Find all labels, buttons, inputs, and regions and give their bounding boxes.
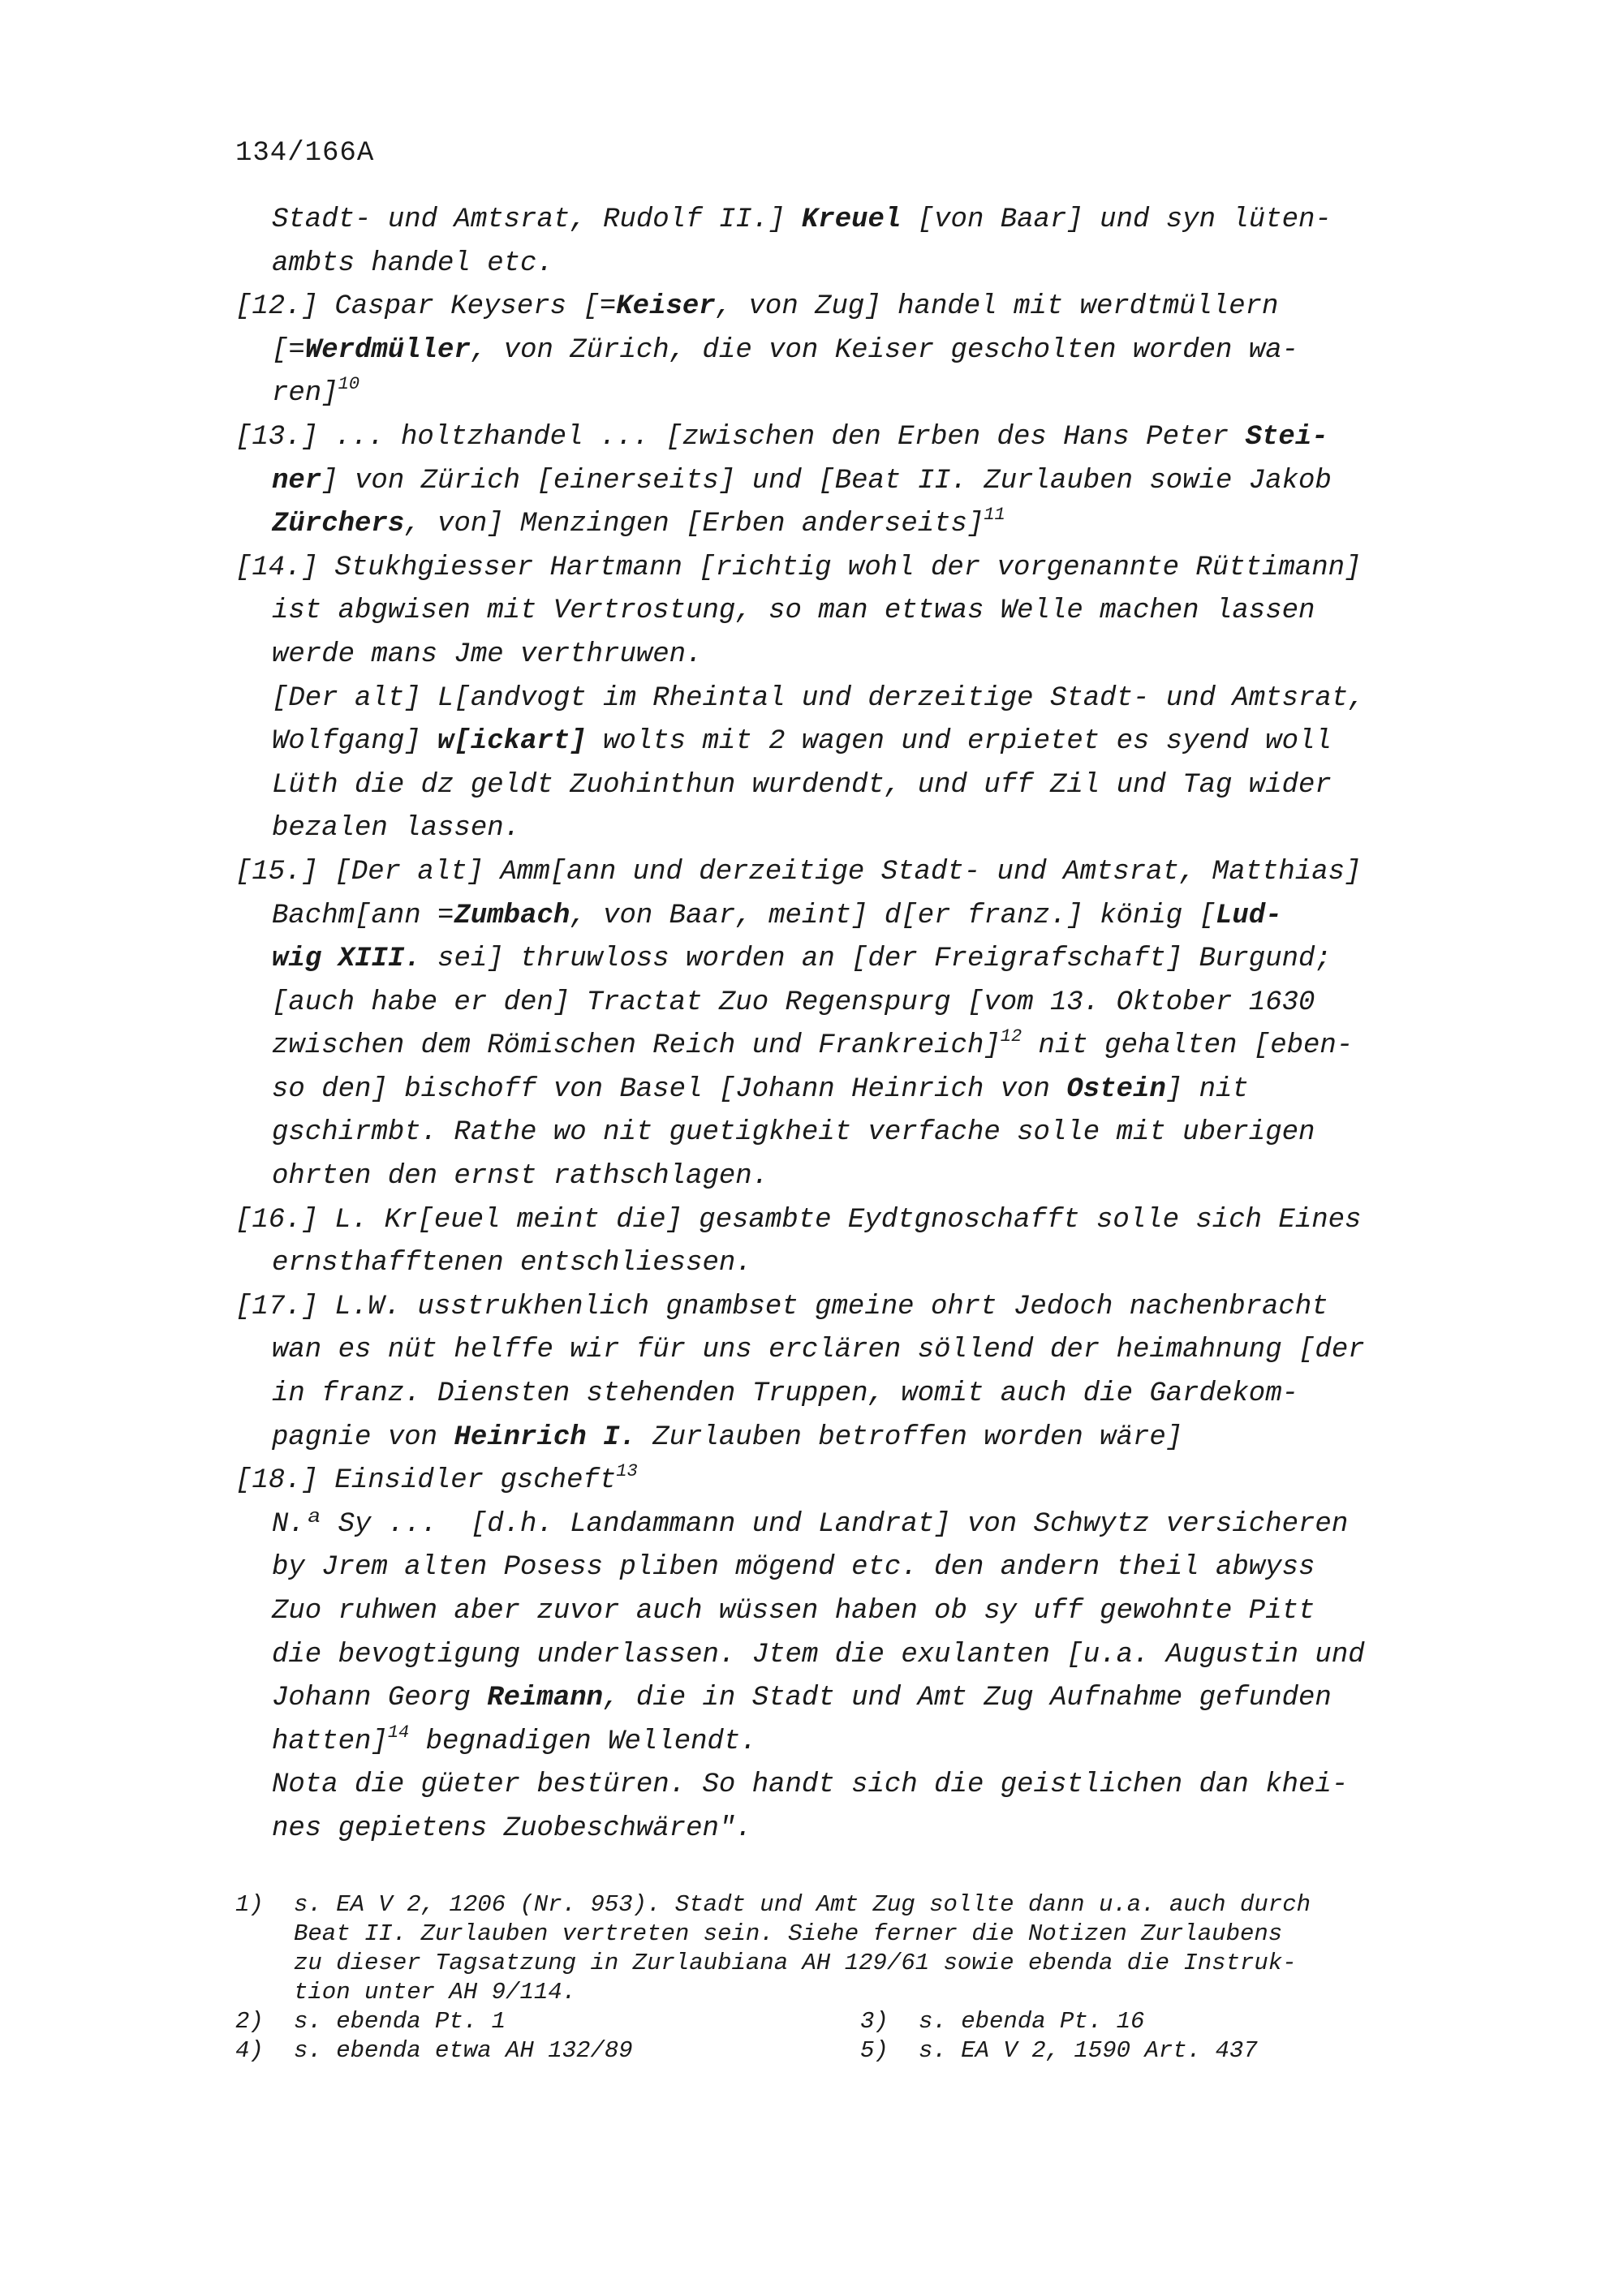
text-segment: pagnie von [272, 1421, 454, 1453]
text-segment: [12.] Caspar Keysers [= [235, 291, 617, 323]
bold-name: Zürchers [272, 509, 405, 540]
text-line [235, 1199, 1493, 1243]
text-line [235, 1025, 1493, 1068]
text-segment: [13.] ... holtzhandel ... [zwischen den Erben des Hans Peter [235, 421, 1246, 453]
text-line [235, 1808, 1493, 1851]
footnotes [235, 1890, 1501, 2066]
footnote-text: s. ebenda Pt. 1 [294, 2008, 506, 2035]
text-segment: [14.] Stukhgiesser Hartmann [richtig wohl der vorgenannte Rüttimann] [235, 552, 1362, 583]
text-segment: by Jrem alten Posess pliben mögend etc. den andern theil abwyss [272, 1552, 1315, 1584]
text-segment: Johann Georg [272, 1683, 488, 1714]
text-line [235, 1546, 1493, 1590]
text-line [235, 720, 1493, 764]
text-segment: ] nit [1165, 1073, 1249, 1105]
footnote-line: zu dieser Tagsatzung in Zurlaubiana AH 129/61 sowie ebenda die Instruk- [294, 1950, 1297, 1976]
footnote-ref: 14 [387, 1722, 410, 1743]
footnote-number: 4) [235, 2037, 264, 2064]
footnote-text: s. ebenda Pt. 16 [919, 2008, 1145, 2035]
text-line [235, 1329, 1493, 1373]
text-segment: ernsthafftenen entschliessen. [272, 1248, 752, 1279]
text-line [235, 199, 1493, 243]
bold-name: wig XIII. [272, 944, 421, 975]
text-line [235, 547, 1493, 591]
footnote-row [235, 2036, 1501, 2066]
text-line [235, 1155, 1493, 1199]
text-segment: , die in Stadt und Amt Zug Aufnahme gefunden [603, 1683, 1332, 1714]
text-segment: Zuo ruhwen aber zuvor auch wüssen haben ob sy uff gewohnte Pitt [272, 1596, 1315, 1627]
text-segment: die bevogtigung underlassen. Jtem die exulanten [u.a. Augustin und [272, 1639, 1365, 1670]
page-number: 134/166A [235, 138, 375, 169]
text-segment: [von Baar] und syn lüten- [901, 204, 1332, 235]
footnote-number: 1) [235, 1891, 264, 1918]
text-line [235, 243, 1493, 286]
bold-name: Heinrich I. [454, 1421, 636, 1453]
text-segment: ] von Zürich [einerseits] und [Beat II. Zurlauben sowie Jakob [321, 465, 1332, 497]
bold-name: Keiser [616, 291, 716, 323]
text-segment: , von Baar, meint] d[er franz.] könig [ [570, 900, 1216, 931]
text-line [235, 329, 1493, 373]
text-segment: Bachm[ann = [272, 900, 454, 931]
text-segment: ren] [272, 378, 338, 410]
text-line [235, 460, 1493, 504]
text-line [235, 1068, 1493, 1112]
footnote-ref: 10 [338, 374, 360, 395]
footnote-text [294, 1890, 1501, 2007]
text-line [235, 590, 1493, 634]
text-segment: sei] thruwloss worden an [der Freigrafschaft] Burgund; [420, 944, 1332, 975]
footnote-3 [860, 2007, 1485, 2036]
text-line [235, 634, 1493, 677]
text-line [235, 1677, 1493, 1721]
text-segment: , von Zug] handel mit werdtmüllern [715, 291, 1279, 323]
footnote-text: s. EA V 2, 1590 Art. 437 [919, 2037, 1258, 2064]
footnote-number: 2) [235, 2008, 264, 2035]
text-segment: [15.] [Der alt] Amm[ann und derzeitige Stadt- und Amtsrat, Matthias] [235, 856, 1362, 888]
bold-name: Stei- [1245, 421, 1328, 453]
text-segment: nit gehalten [eben- [1022, 1030, 1354, 1062]
text-segment: gschirmbt. Rathe wo nit guetigkheit verfache solle mit uberigen [272, 1117, 1315, 1149]
text-segment: so den] bischoff von Basel [Johann Heinrich von [272, 1073, 1067, 1105]
text-segment: werde mans Jme verthruwen. [272, 638, 703, 670]
footnote-4 [235, 2036, 860, 2066]
bold-name: w[ickart] [437, 726, 587, 758]
text-line [235, 1503, 1493, 1547]
text-line [235, 851, 1493, 895]
text-segment: hatten] [272, 1726, 388, 1757]
bold-name: Werdmüller [304, 334, 471, 366]
text-line [235, 1764, 1493, 1808]
bold-name: Reimann [487, 1683, 604, 1714]
text-segment: Lüth die dz geldt Zuohinthun wurdendt, und uff Zil und Tag wider [272, 769, 1332, 801]
text-segment: bezalen lassen. [272, 813, 521, 845]
text-line [235, 1634, 1493, 1678]
text-segment: wan es nüt helffe wir für uns erclären söllend der heimahnung [der [272, 1335, 1365, 1366]
text-segment: wolts mit 2 wagen und erpietet es syend woll [586, 726, 1332, 758]
footnote-5 [860, 2036, 1485, 2066]
text-line [235, 764, 1493, 808]
bold-name: Zumbach [454, 900, 570, 931]
text-line [235, 982, 1493, 1025]
footnote-text: s. ebenda etwa AH 132/89 [294, 2037, 633, 2064]
text-line [235, 416, 1493, 460]
text-line [235, 1460, 1493, 1503]
text-segment: [Der alt] L[andvogt im Rheintal und derzeitige Stadt- und Amtsrat, [272, 682, 1365, 714]
text-segment: Stadt- und Amtsrat, Rudolf II.] [272, 204, 802, 235]
footnote-ref: 13 [616, 1461, 638, 1482]
text-line [235, 503, 1493, 547]
footnote-ref: 12 [1000, 1026, 1022, 1047]
text-segment: Wolfgang] [272, 726, 438, 758]
text-line [235, 1417, 1493, 1460]
bold-name: ner [272, 465, 322, 497]
footnote-row [235, 2007, 1501, 2036]
text-line [235, 1286, 1493, 1330]
text-segment: N.ª Sy ... [d.h. Landammann und Landrat] von Schwytz versicheren [272, 1508, 1349, 1540]
footnote-1 [235, 1890, 1501, 2007]
footnote-ref: 11 [984, 505, 1005, 526]
text-segment: [17.] L.W. usstrukhenlich gnambset gmeine ohrt Jedoch nachenbracht [235, 1291, 1328, 1322]
text-segment: ohrten den ernst rathschlagen. [272, 1161, 769, 1193]
footnote-number: 3) [860, 2008, 889, 2035]
text-segment: ist abgwisen mit Vertrostung, so man ettwas Welle machen lassen [272, 595, 1315, 627]
text-segment: , von Zürich, die von Keiser gescholten worden wa- [470, 334, 1299, 366]
text-line [235, 1242, 1493, 1286]
text-segment: begnadigen Wellendt. [409, 1726, 757, 1757]
text-segment: ambts handel etc. [272, 247, 553, 279]
footnote-line: tion unter AH 9/114. [294, 1979, 577, 2006]
text-line [235, 286, 1493, 329]
footnote-2 [235, 2007, 860, 2036]
text-segment: Nota die güeter bestüren. So handt sich die geistlichen dan khei- [272, 1769, 1349, 1801]
footnote-line: Beat II. Zurlauben vertreten sein. Siehe ferner die Notizen Zurlaubens [294, 1920, 1283, 1947]
text-line [235, 895, 1493, 939]
text-segment: [18.] Einsidler gscheft [235, 1465, 617, 1497]
text-line [235, 372, 1493, 416]
text-segment: in franz. Diensten stehenden Truppen, womit auch die Gardekom- [272, 1378, 1299, 1410]
text-segment: [auch habe er den] Tractat Zuo Regenspurg [vom 13. Oktober 1630 [272, 987, 1315, 1018]
bold-name: Kreuel [801, 204, 902, 235]
footnote-number: 5) [860, 2037, 889, 2064]
text-segment: , von] Menzingen [Erben anderseits] [404, 509, 984, 540]
text-segment: Zurlauben betroffen worden wäre] [635, 1421, 1183, 1453]
text-segment: nes gepietens Zuobeschwären". [272, 1812, 752, 1844]
text-line [235, 1111, 1493, 1155]
text-segment: [16.] L. Kr[euel meint die] gesambte Eydtgnoschafft solle sich Eines [235, 1204, 1362, 1236]
text-line [235, 938, 1493, 982]
text-line [235, 1590, 1493, 1634]
text-segment: zwischen dem Römischen Reich und Frankreich] [272, 1030, 1001, 1062]
document-body [235, 199, 1493, 1851]
text-line [235, 807, 1493, 851]
text-line [235, 1721, 1493, 1765]
text-line [235, 677, 1493, 721]
bold-name: Ostein [1066, 1073, 1166, 1105]
bold-name: Lud- [1216, 900, 1282, 931]
footnote-line: s. EA V 2, 1206 (Nr. 953). Stadt und Amt Zug sollte dann u.a. auch durch [294, 1891, 1311, 1918]
text-segment: [= [272, 334, 305, 366]
text-line [235, 1373, 1493, 1417]
